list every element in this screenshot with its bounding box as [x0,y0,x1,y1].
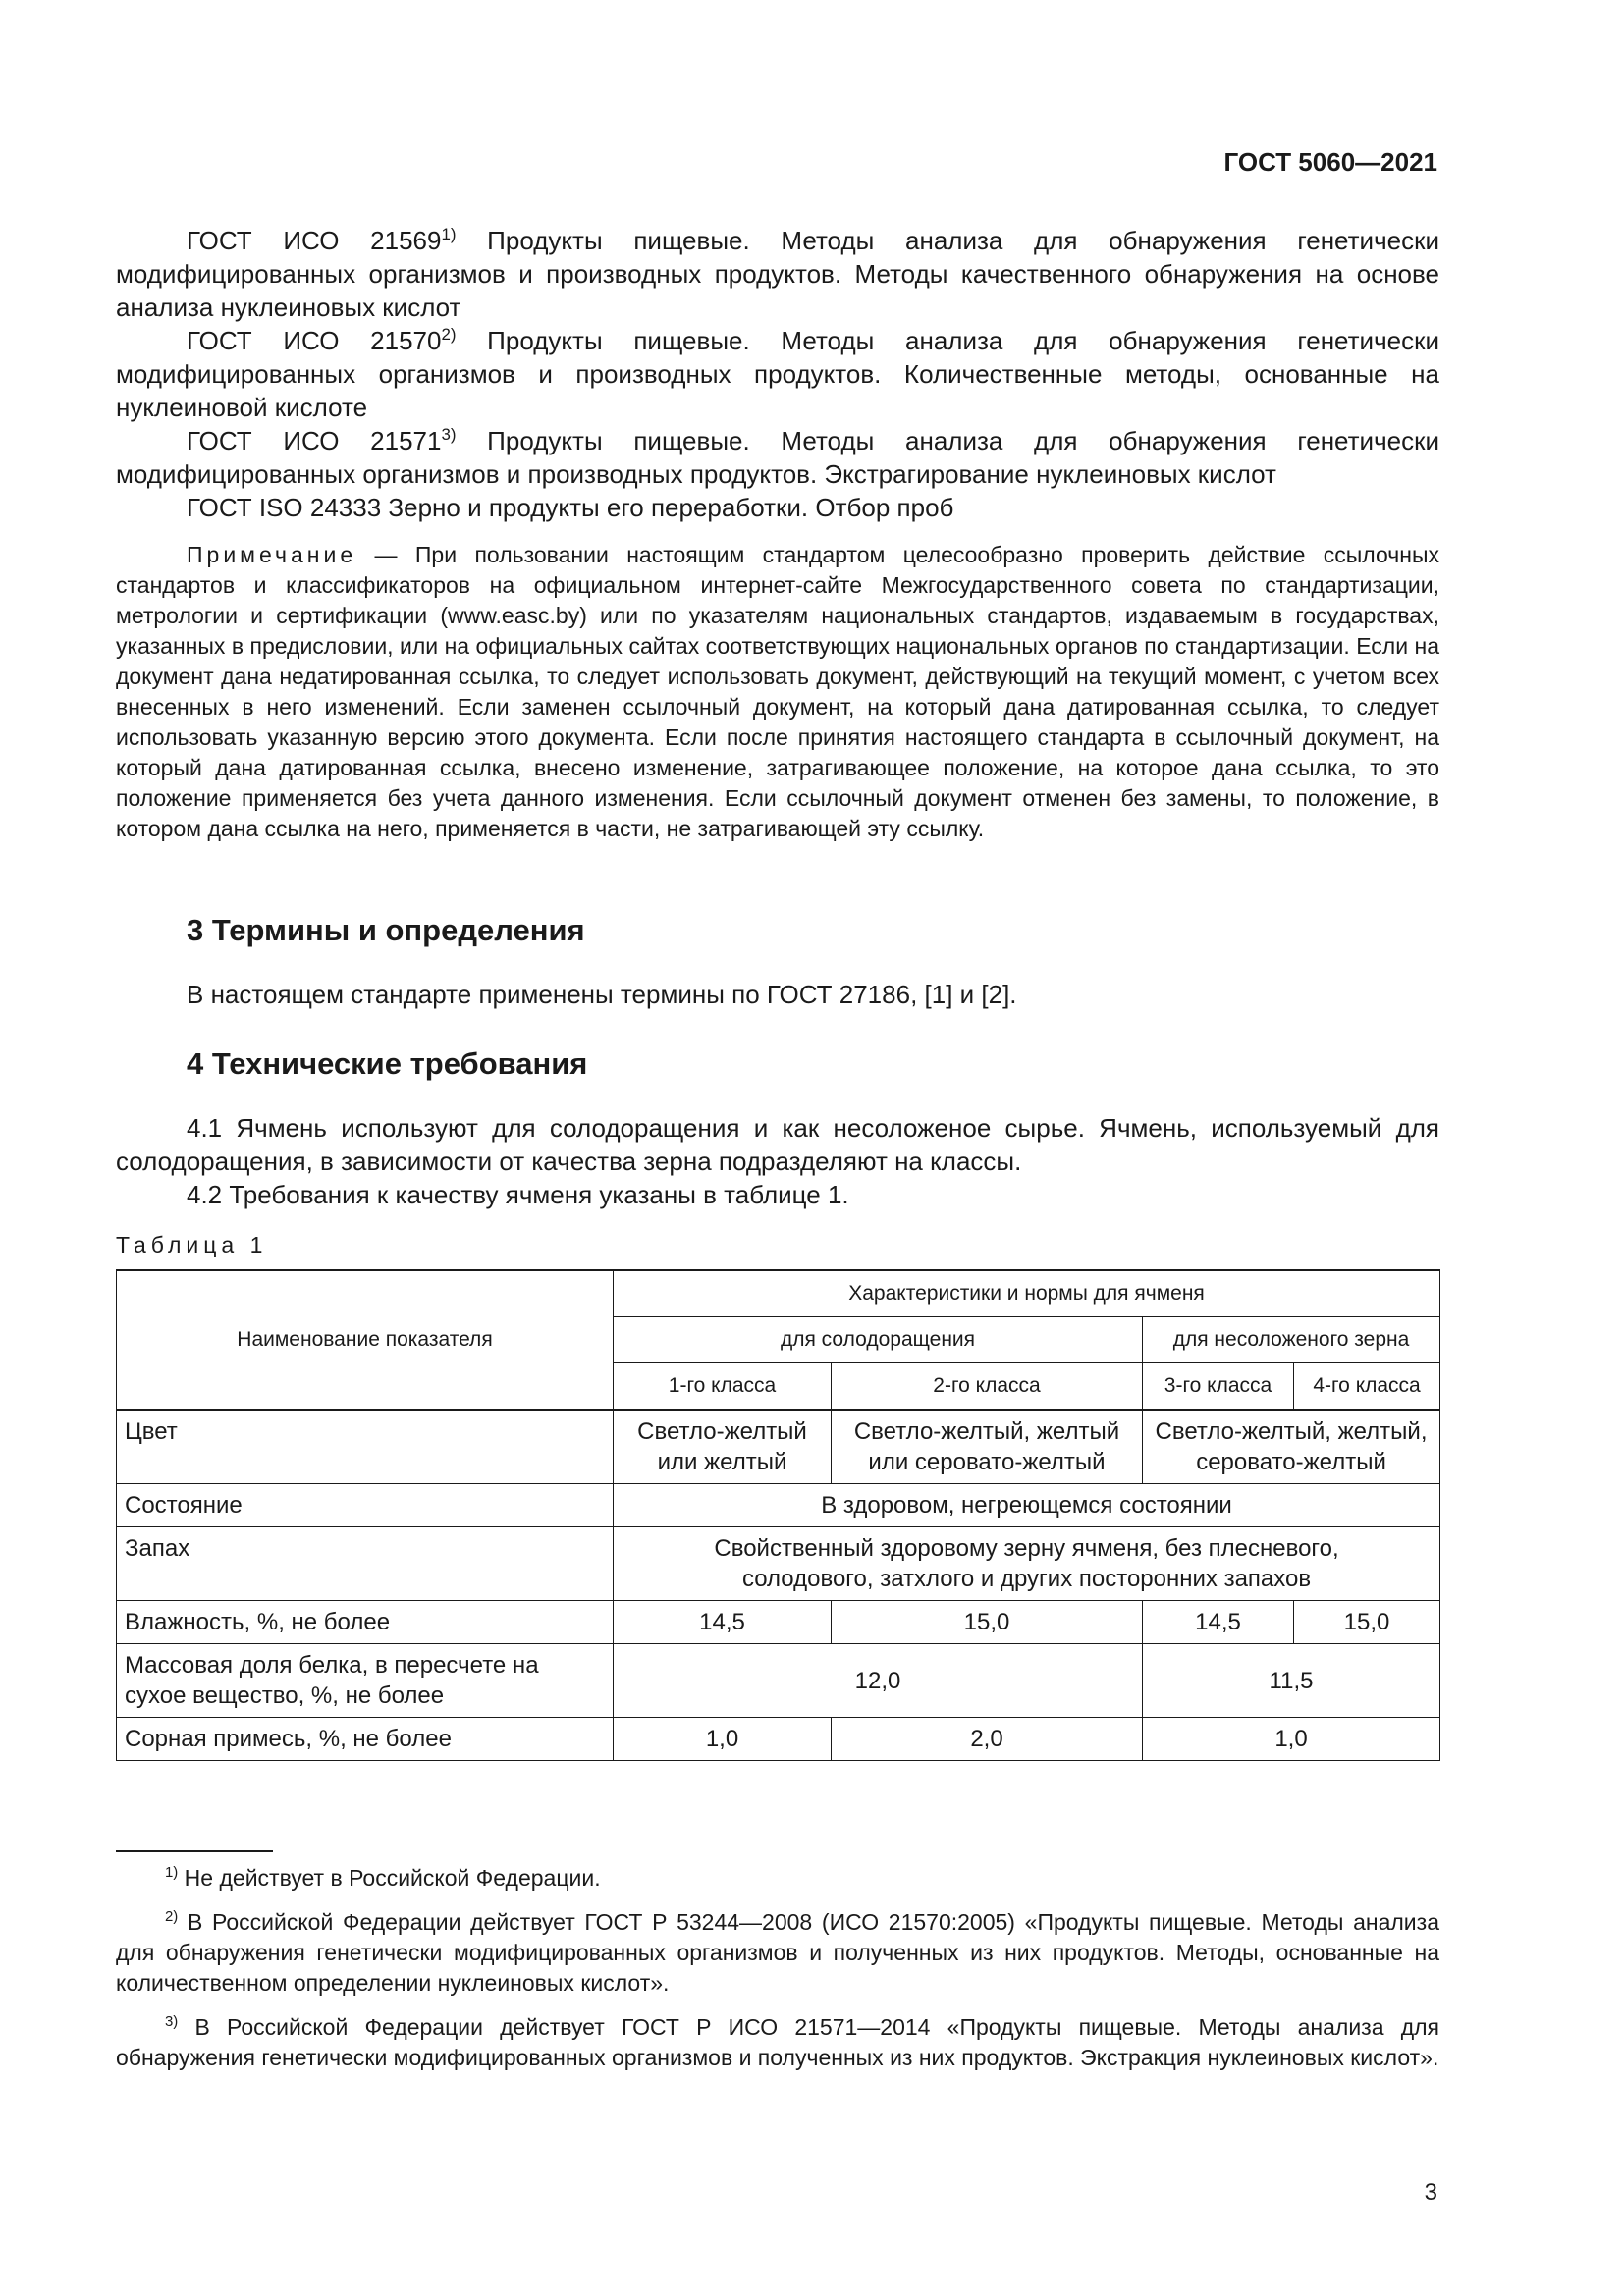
row-label: Запах [117,1527,614,1601]
footnote-mark: 3) [165,2013,179,2030]
cell: 15,0 [832,1601,1143,1644]
header-class-3: 3-го класса [1143,1363,1294,1411]
table-header-row [117,1270,1440,1317]
table-row [117,1527,1440,1601]
table-row [117,1484,1440,1527]
reference-item: ГОСТ ISO 24333 Зерно и продукты его переработки. Отбор проб [187,493,954,522]
header-unmalted: для несоложеного зерна [1143,1317,1440,1363]
note-paragraph: Примечание — При пользовании настоящим стандартом целесообразно проверить действие ссылочных стандартов и классификаторов на официальном интернет-сайте Межгосударственного совета по стандартизации, метрологии и сертификации (www.easc.by) или по указателям национальных стандартов, издаваемым в государствах, указанных в предисловии, или на официальных сайтах соответствующих национальных органов по стандартизации. Если на документ дана недатированная ссылка, то следует использовать документ, действующий на текущий момент, с учетом всех внесенных в него изменений. Если заменен ссылочный документ, на который дана датированная ссылка, то следует использовать указанную версию этого документа. Если после принятия настоящего стандарта в ссылочный документ, на который дана датированная ссылка, внесено изменение, затрагивающее положение, на которое дана ссылка, то это положение применяется без учета данного изменения. Если ссылочный документ отменен без замены, то положение, в котором дана ссылка на него, применяется в части, не затрагивающей эту ссылку. [116,542,1439,841]
cell: 11,5 [1143,1644,1440,1718]
footnote-ref: 3) [441,425,457,444]
cell: Свойственный здоровому зерну ячменя, без плесневого, солодового, затхлого и других посторонних запахов [614,1527,1440,1601]
table-row [117,1601,1440,1644]
barley-quality-table [116,1269,1440,1761]
reference-item: ГОСТ ИСО 21569$^{1)}$ Продукты пищевые. Методы анализа для обнаружения генетически модифицированных организмов и производных продуктов. Методы качественного обнаружения на основе анализа нуклеиновых кислот [116,225,1439,322]
cell: 14,5 [614,1601,832,1644]
cell: В здоровом, негреющемся состоянии [614,1484,1440,1527]
section-3-title: 3 Термины и определения [187,913,585,947]
footnote-mark: 1) [165,1864,179,1881]
cell: Светло-желтый или желтый [614,1410,832,1484]
footnote-ref: 2) [441,325,457,344]
page-number: 3 [1424,2179,1437,2206]
reference-item: ГОСТ ИСО 21570$^{2)}$ Продукты пищевые. Методы анализа для обнаружения генетически модифицированных организмов и производных продуктов. Количественные методы, основанные на нуклеиновой кислоте [116,325,1439,422]
header-group: Характеристики и нормы для ячменя [614,1270,1440,1317]
section-4-2-text: 4.2 Требования к качеству ячменя указаны в таблице 1. [187,1180,849,1209]
cell: 14,5 [1143,1601,1294,1644]
footnote-ref: 1) [441,225,457,243]
note-label: Примечание [187,542,357,567]
cell: 1,0 [614,1718,832,1761]
cell: 12,0 [614,1644,1143,1718]
table-caption: Таблица 1 [116,1232,268,1257]
table-row [117,1410,1440,1484]
table-row [117,1718,1440,1761]
cell: Светло-желтый, желтый или серовато-желтый [832,1410,1143,1484]
footnote: $^{1)}$ Не действует в Российской Федерации. [165,1864,601,1891]
header-class-2: 2-го класса [832,1363,1143,1411]
row-label: Массовая доля белка, в пересчете на сухое вещество, %, не более [117,1644,614,1718]
cell: 2,0 [832,1718,1143,1761]
table-row [117,1644,1440,1718]
section-4-title: 4 Технические требования [187,1046,588,1081]
footnote-separator [116,1850,273,1852]
cell: 1,0 [1143,1718,1440,1761]
row-label: Сорная примесь, %, не более [117,1718,614,1761]
row-label: Влажность, %, не более [117,1601,614,1644]
cell: 15,0 [1294,1601,1440,1644]
header-malting: для солодоращения [614,1317,1143,1363]
cell: Светло-желтый, желтый, серовато-желтый [1143,1410,1440,1484]
footnote: $^{3)}$ В Российской Федерации действует ГОСТ Р ИСО 21571—2014 «Продукты пищевые. Методы анализа для обнаружения генетически модифицированных организмов и полученных из них продуктов. Экстракция нуклеиновых кислот». [116,2013,1439,2070]
header-class-4: 4-го класса [1294,1363,1440,1411]
section-4-1-text: 4.1 Ячмень используют для солодоращения и как несоложеное сырье. Ячмень, используемый для солодоращения, в зависимости от качества зерна подразделяют на классы. [116,1113,1439,1176]
section-3-text: В настоящем стандарте применены термины по ГОСТ 27186, [1] и [2]. [187,980,1017,1009]
row-label: Цвет [117,1410,614,1484]
document-code-header: ГОСТ 5060—2021 [1223,147,1437,177]
footnote: $^{2)}$ В Российской Федерации действует ГОСТ Р 53244—2008 (ИСО 21570:2005) «Продукты пищевые. Методы анализа для обнаружения генетически модифицированных организмов и полученных из них продуктов. Методы, основанные на количественном определении нуклеиновых кислот». [116,1908,1439,1996]
header-indicator: Наименование показателя [117,1270,614,1410]
reference-item: ГОСТ ИСО 21571$^{3)}$ Продукты пищевые. Методы анализа для обнаружения генетически модифицированных организмов и производных продуктов. Экстрагирование нуклеиновых кислот [116,425,1439,489]
footnote-mark: 2) [165,1908,179,1925]
header-class-1: 1-го класса [614,1363,832,1411]
row-label: Состояние [117,1484,614,1527]
